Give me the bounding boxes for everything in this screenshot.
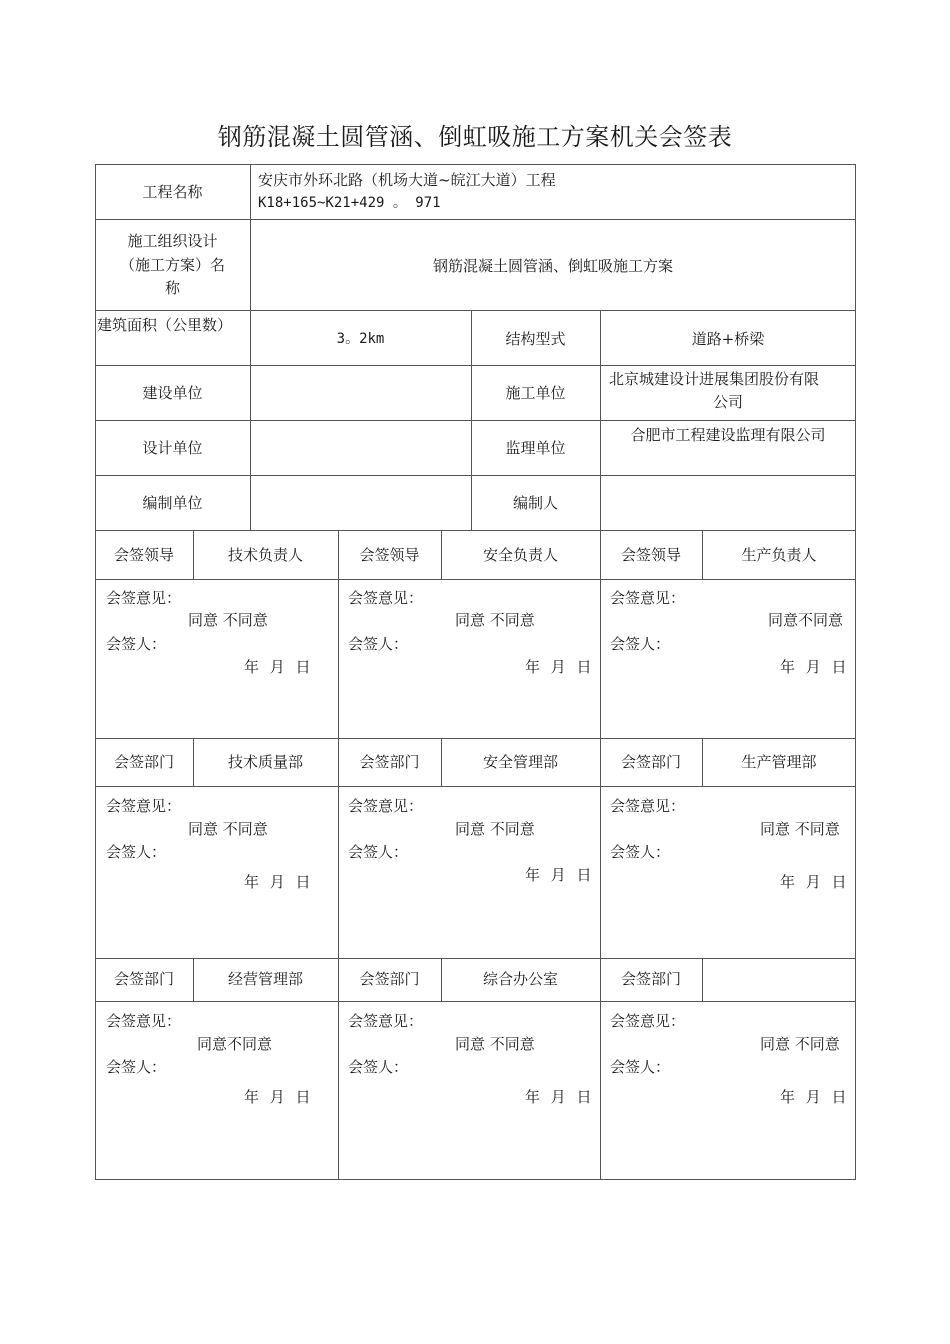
sign-date: 年 月 日 <box>525 658 592 676</box>
area-label: 建筑面积（公里数） <box>97 316 233 334</box>
opinion-label: 会签意见： <box>348 1012 424 1030</box>
row-divider <box>95 420 856 421</box>
sign-key: 会签部门 <box>620 753 681 771</box>
row-divider <box>95 219 856 220</box>
sign-key: 会签部门 <box>620 970 681 988</box>
sign-role: 生产负责人 <box>741 546 817 564</box>
sign-key: 会签领导 <box>359 546 420 564</box>
row-divider <box>95 738 856 739</box>
sign-dept: 生产管理部 <box>741 753 817 771</box>
owner-label: 建设单位 <box>142 384 203 402</box>
supervisor-label: 监理单位 <box>505 439 566 457</box>
col-divider <box>702 958 703 1001</box>
signer-label: 会签人： <box>610 1058 671 1076</box>
contractor-value: 北京城建设计进展集团股份有限 <box>609 370 820 388</box>
sign-key: 会签领导 <box>620 546 681 564</box>
supervisor-value: 合肥市工程建设监理有限公司 <box>630 426 826 444</box>
sign-key: 会签部门 <box>113 753 174 771</box>
opinion-label: 会签意见： <box>106 797 182 815</box>
signer-label: 会签人： <box>348 843 409 861</box>
sign-date: 年 月 日 <box>780 1088 847 1106</box>
agree-options: 同意不同意 <box>197 1035 273 1053</box>
compiler-label: 编制人 <box>512 494 558 512</box>
row-divider <box>95 475 856 476</box>
structure-label: 结构型式 <box>505 330 566 348</box>
design-name-value: 钢筋混凝土圆管涵、倒虹吸施工方案 <box>432 257 673 275</box>
opinion-label: 会签意见： <box>348 797 424 815</box>
sign-key: 会签部门 <box>113 970 174 988</box>
sign-key: 会签部门 <box>359 753 420 771</box>
sign-dept: 安全管理部 <box>482 753 558 771</box>
sign-date: 年 月 日 <box>780 873 847 891</box>
sign-date: 年 月 日 <box>244 658 311 676</box>
opinion-label: 会签意见： <box>610 1012 686 1030</box>
signer-label: 会签人： <box>348 635 409 653</box>
signer-label: 会签人： <box>348 1058 409 1076</box>
row-divider <box>95 310 856 311</box>
sign-role: 技术负责人 <box>227 546 303 564</box>
row-divider <box>95 958 856 959</box>
area-value: 3。2km <box>336 331 385 347</box>
agree-options: 同意 不同意 <box>455 820 535 838</box>
project-stake-range: K18+165~K21+429 。 971 <box>258 195 441 211</box>
col-divider <box>338 530 339 1180</box>
contractor-value-cont: 公司 <box>712 393 743 411</box>
design-name-label: 施工组织设计 <box>127 232 218 250</box>
contractor-label: 施工单位 <box>505 384 566 402</box>
sign-date: 年 月 日 <box>244 873 311 891</box>
sign-date: 年 月 日 <box>244 1088 311 1106</box>
opinion-label: 会签意见： <box>348 589 424 607</box>
project-name-value: 安庆市外环北路（机场大道~皖江大道）工程 <box>258 171 556 189</box>
page-title: 钢筋混凝土圆管涵、倒虹吸施工方案机关会签表 <box>217 123 733 151</box>
agree-options: 同意 不同意 <box>188 611 268 629</box>
sign-dept: 经营管理部 <box>227 970 303 988</box>
opinion-label: 会签意见： <box>106 589 182 607</box>
signer-label: 会签人： <box>610 635 671 653</box>
row-divider <box>95 530 856 531</box>
agree-options: 同意不同意 <box>768 611 844 629</box>
row-divider <box>95 1001 856 1002</box>
row-divider <box>95 365 856 366</box>
agree-options: 同意 不同意 <box>760 1035 840 1053</box>
project-name-label: 工程名称 <box>142 183 203 201</box>
design-name-label: （施工方案）名 <box>119 256 225 274</box>
sign-key: 会签领导 <box>113 546 174 564</box>
signer-label: 会签人： <box>610 843 671 861</box>
signer-label: 会签人： <box>106 843 167 861</box>
opinion-label: 会签意见： <box>610 797 686 815</box>
compiler-unit-label: 编制单位 <box>142 494 203 512</box>
agree-options: 同意 不同意 <box>455 611 535 629</box>
agree-options: 同意 不同意 <box>188 820 268 838</box>
sign-date: 年 月 日 <box>525 866 592 884</box>
col-divider <box>600 530 601 1180</box>
sign-role: 安全负责人 <box>482 546 558 564</box>
signer-label: 会签人： <box>106 1058 167 1076</box>
row-divider <box>95 579 856 580</box>
sign-date: 年 月 日 <box>525 1088 592 1106</box>
sign-dept: 综合办公室 <box>482 970 558 988</box>
design-name-label: 称 <box>164 279 180 297</box>
opinion-label: 会签意见： <box>610 589 686 607</box>
signer-label: 会签人： <box>106 635 167 653</box>
sign-dept: 技术质量部 <box>227 753 303 771</box>
designer-label: 设计单位 <box>142 439 203 457</box>
opinion-label: 会签意见： <box>106 1012 182 1030</box>
row-divider <box>95 786 856 787</box>
agree-options: 同意 不同意 <box>760 820 840 838</box>
structure-value: 道路+桥梁 <box>691 330 765 348</box>
sign-date: 年 月 日 <box>780 658 847 676</box>
sign-key: 会签部门 <box>359 970 420 988</box>
agree-options: 同意 不同意 <box>455 1035 535 1053</box>
